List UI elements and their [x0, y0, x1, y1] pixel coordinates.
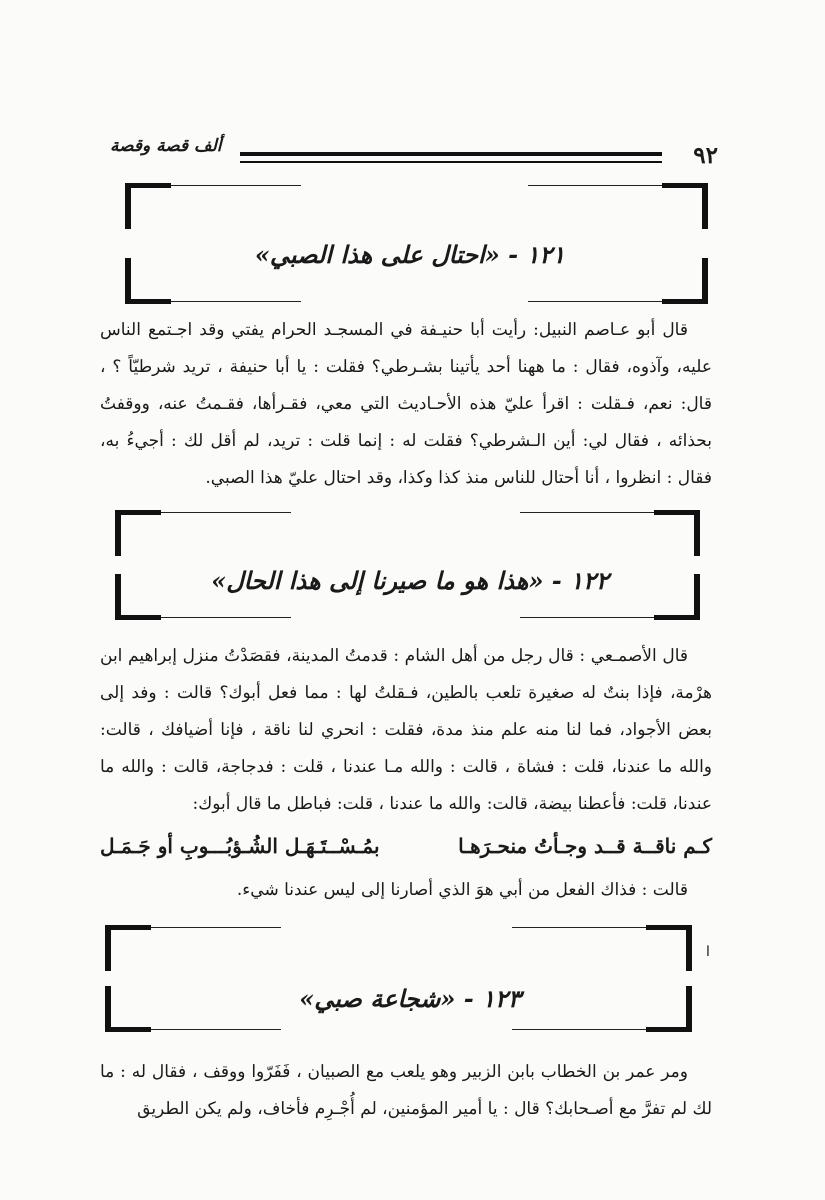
- story-title: ١٢١ - «احتال على هذا الصبي»: [254, 240, 566, 269]
- frame-corner-bottom-right: [520, 574, 700, 620]
- story-paragraph: ومر عمر بن الخطاب بابن الزبير وهو يلعب مع الصبيان ، فَفَرّوا ووقف ، فقال له : ما لك لم تفرَّ مع أصـحابك؟ قال : يا أمير المؤمنين، لم أُجْـرِم فأخاف، ولم يكن الطريق: [100, 1062, 712, 1119]
- story-closing: [100, 872, 712, 909]
- frame-corner-bottom-right: [512, 986, 692, 1032]
- poem-verse: [100, 828, 712, 868]
- frame-corner-top-right: [520, 510, 700, 556]
- frame-corner-top-right: [512, 925, 692, 971]
- page-number: ٩٢: [693, 142, 718, 169]
- story-paragraph: قالت : فذاك الفعل من أبي هوَ الذي أصارنا إلى ليس عندنا شيء.: [236, 880, 688, 900]
- frame-corner-bottom-left: [125, 258, 305, 304]
- frame-corner-bottom-left: [105, 986, 285, 1032]
- story-paragraph: قال أبو عـاصم النبيل: رأيت أبا حنيـفة في المسجـد الحرام يفتي وقد اجـتمع الناس عليه، وآذوه، فقال : ما ههنا أحد يأتينا بشـرطي؟ فقلت : يا أبا حنيفة ، تريد شرطيّاً ؟ ، قال: نعم، فـقلت : اقرأ عليّ هذه الأحـاديث التي معي، فقـرأها، فقـمتُ عنه، ووقفتُ بحذائه ، فقال لي: أين الـشرطي؟ فقلت له : إنما قلت : تريد، لم أقل لك : أجيءُ به، فقال : انظروا ، أنا أحتال للناس منذ كذا وكذا، وقد احتال عليّ هذا الصبي.: [100, 320, 712, 488]
- story-text: [100, 312, 712, 497]
- frame-corner-top-right: [528, 183, 708, 229]
- story-text: [100, 1054, 712, 1128]
- story-paragraph: قال الأصمـعي : قال رجل من أهل الشام : قدمتُ المدينة، فقصَدْتُ منزل إبراهيم ابن هرْمة، فإذا بنتٌ له صغيرة تلعب بالطين، فـقلتُ لها : مما فعل أبوك؟ قالت : وفد إلى بعض الأجواد، فما لنا منه علم منذ مدة، فقلت : انحري لنا ناقة ، فإنا أضيافك ، قالت: والله ما عندنا، قلت : فشاة ، قالت : والله مـا عندنا ، قلت : فدجاجة، قالت : والله ما عندنا، قلت: فأعطنا بيضة، قالت: والله ما عندنا ، قلت: فباطل ما قال أبوك:: [100, 646, 712, 814]
- frame-corner-bottom-right: [528, 258, 708, 304]
- verse-hemistich-second: بمُـسْــتَـهَـل الشُـؤبُـــوبِ أو جَـمَـل: [100, 834, 380, 858]
- book-title: ألف قصة وقصة: [110, 136, 222, 156]
- frame-corner-top-left: [115, 510, 295, 556]
- verse-hemistich-first: كـم ناقــة قــد وجـأتُ منحـرَهـا: [458, 834, 712, 858]
- story-title: ١٢٣ - «شجاعة صبي»: [299, 984, 521, 1013]
- margin-mark: ا: [706, 944, 710, 960]
- header-rule: [240, 152, 662, 156]
- frame-corner-top-left: [105, 925, 285, 971]
- story-title: ١٢٢ - «هذا هو ما صيرنا إلى هذا الحال»: [211, 566, 609, 595]
- story-text: [100, 638, 712, 823]
- running-header: [110, 132, 718, 172]
- frame-corner-bottom-left: [115, 574, 295, 620]
- frame-corner-top-left: [125, 183, 305, 229]
